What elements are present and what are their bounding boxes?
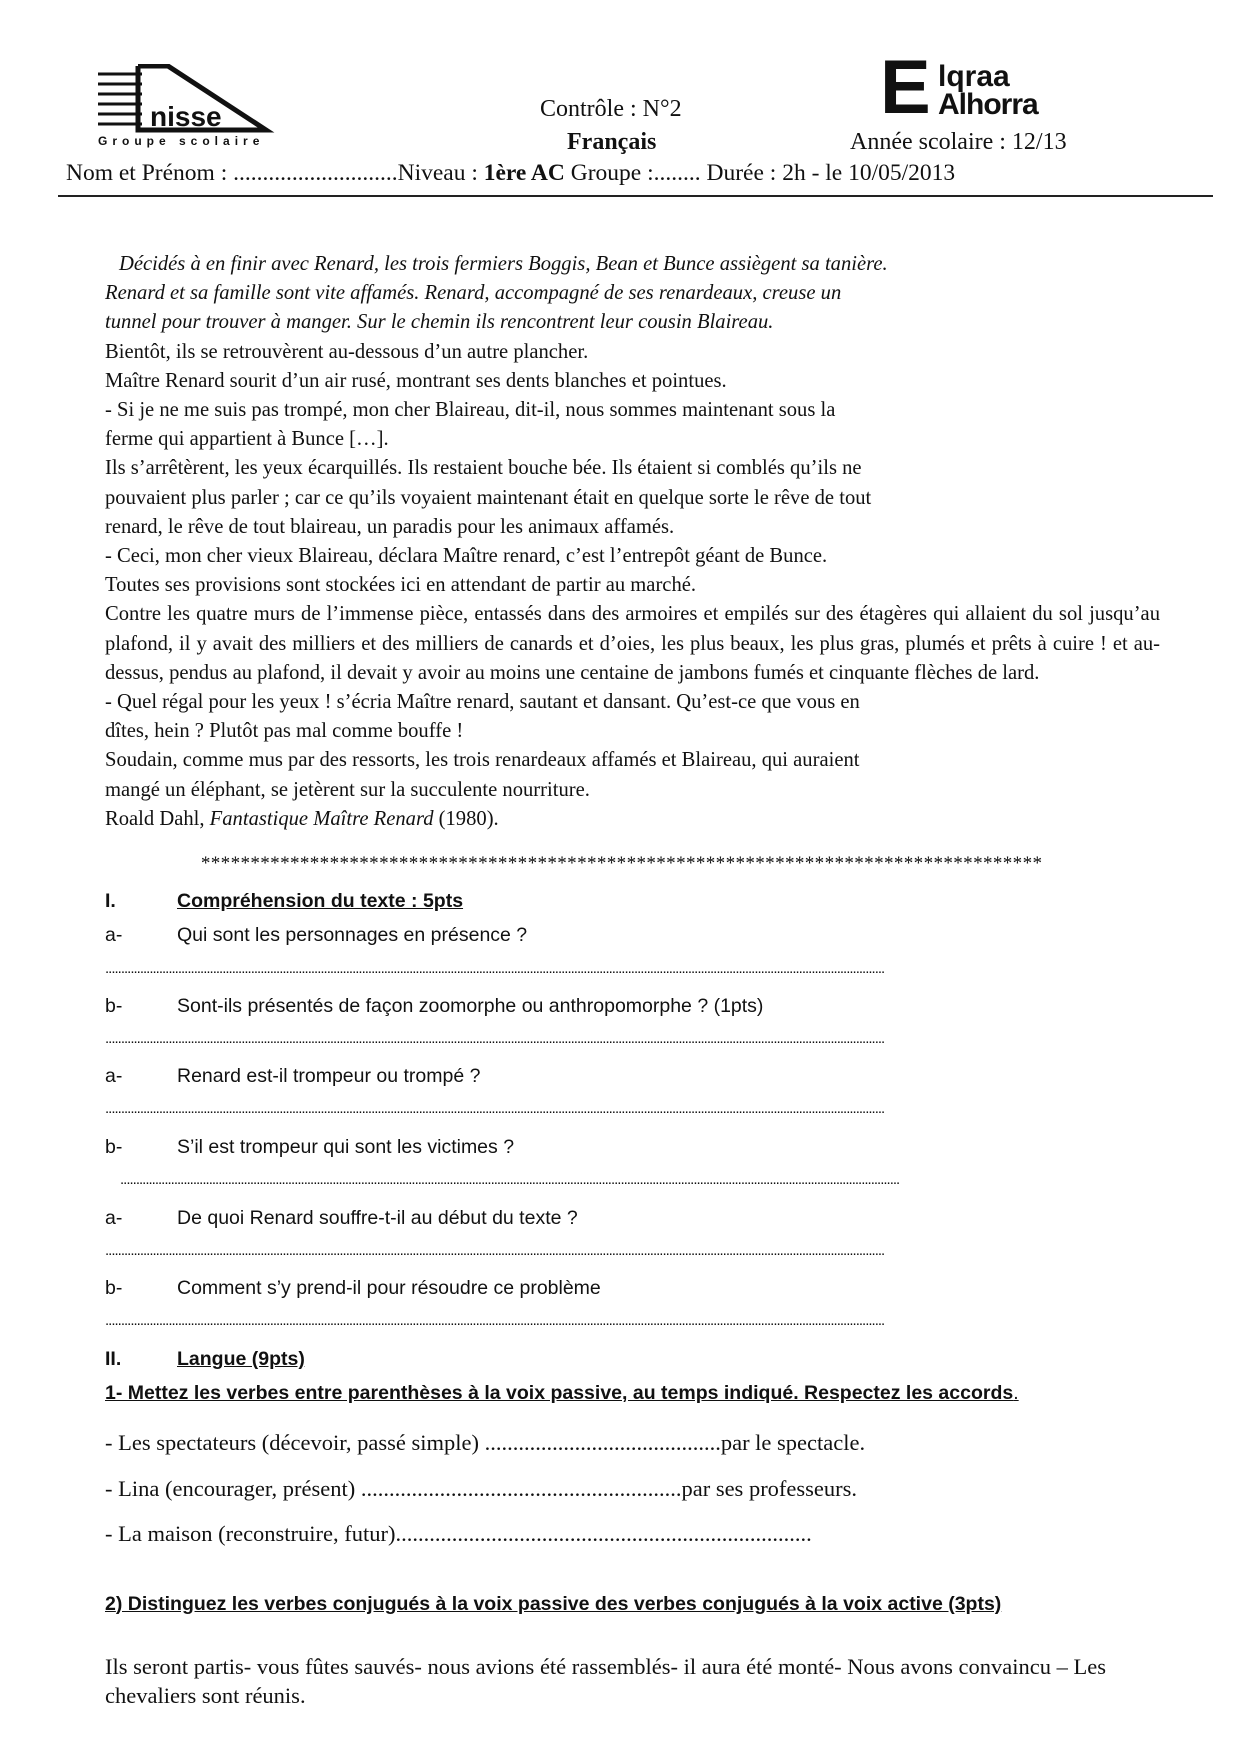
passage-line: Ils s’arrêtèrent, les yeux écarquillés. Ils restaient bouche bée. Ils étaient si comblés qu’ils ne xyxy=(105,457,862,480)
passage-line: mangé un éléphant, se jetèrent sur la succulente nourriture. xyxy=(105,778,590,801)
answer-line[interactable]: ...................................................................................................................................................................................................................................................... xyxy=(105,1100,885,1117)
exercise-1-period: . xyxy=(1013,1382,1019,1404)
answer-line[interactable]: ...................................................................................................................................................................................................................................................... xyxy=(105,960,885,977)
question-letter: a- xyxy=(105,924,123,946)
passage-line: Bientôt, ils se retrouvèrent au-dessous d’un autre plancher. xyxy=(105,340,589,363)
passage-line: pouvaient plus parler ; car ce qu’ils voyaient maintenant était en quelque sorte le rêve de tout xyxy=(105,486,872,509)
exercise-1-item[interactable]: - Lina (encourager, présent) .........................................................par ses professeurs. xyxy=(105,1476,858,1501)
question-text: De quoi Renard souffre-t-il au début du texte ? xyxy=(177,1207,578,1229)
question-text: S’il est trompeur qui sont les victimes ? xyxy=(177,1136,515,1158)
passage-line: renard, le rêve de tout blaireau, un paradis pour les animaux affamés. xyxy=(105,515,675,538)
name-field[interactable]: Nom et Prénom : ............................ xyxy=(66,160,398,186)
passage-source xyxy=(105,805,1160,834)
level-label: Niveau : xyxy=(397,160,484,186)
exercise-1-item[interactable]: - Les spectateurs (décevoir, passé simple) ..........................................par le spectacle. xyxy=(105,1430,866,1455)
reading-passage xyxy=(105,250,1160,834)
answer-line[interactable]: ...................................................................................................................................................................................................................................................... xyxy=(120,1171,900,1188)
student-info-line xyxy=(66,160,955,187)
passage-line: ferme qui appartient à Bunce […]. xyxy=(105,428,389,451)
brand-logo-bottom: Alhorra xyxy=(938,88,1038,121)
section-1-number: I. xyxy=(105,890,116,912)
passage-line: dîtes, hein ? Plutôt pas mal comme bouffe ! xyxy=(105,720,464,743)
exercise-2-instruction xyxy=(105,1593,1001,1616)
brand-logo-top: lqraa xyxy=(938,60,1010,93)
group-duration-date: Groupe :........ Durée : 2h - le 10/05/2013 xyxy=(564,160,956,186)
passage-intro-1: Décidés à en finir avec Renard, les trois fermiers Boggis, Bean et Bunce assiègent sa tanière. xyxy=(119,253,888,275)
header-divider xyxy=(58,195,1213,197)
passage-line: Toutes ses provisions sont stockées ici en attendant de partir au marché. xyxy=(105,574,697,597)
section-1-title: Compréhension du texte : 5pts xyxy=(177,890,464,912)
brand-logo-letter: E xyxy=(880,45,931,130)
source-year: (1980). xyxy=(433,807,499,830)
question-text: Renard est-il trompeur ou trompé ? xyxy=(177,1065,481,1087)
question-letter: b- xyxy=(105,1136,123,1158)
section-2-number: II. xyxy=(105,1348,122,1370)
exercise-1-item[interactable]: - La maison (reconstruire, futur).......................................................................... xyxy=(105,1521,812,1546)
question-letter: b- xyxy=(105,995,123,1017)
answer-line[interactable]: ...................................................................................................................................................................................................................................................... xyxy=(105,1242,885,1259)
passage-intro-2: Renard et sa famille sont vite affamés. Renard, accompagné de ses renardeaux, creuse un xyxy=(105,282,842,305)
passage-line: - Quel régal pour les yeux ! s’écria Maître renard, sautant et dansant. Qu’est-ce que vous en xyxy=(105,691,860,714)
question-letter: a- xyxy=(105,1207,123,1229)
answer-line[interactable]: ...................................................................................................................................................................................................................................................... xyxy=(105,1312,885,1329)
passage-line: - Ceci, mon cher vieux Blaireau, déclara Maître renard, c’est l’entrepôt géant de Bunce. xyxy=(105,545,828,568)
source-author: Roald Dahl, xyxy=(105,807,210,830)
section-2-title: Langue (9pts) xyxy=(177,1348,305,1370)
exercise-1-instruction xyxy=(105,1382,1019,1405)
exercise-2-verbs: Ils seront partis- vous fûtes sauvés- nous avions été rassemblés- il aura été monté- Nous avons convaincu – Les chevaliers sont réunis. xyxy=(105,1654,1106,1708)
question-letter: a- xyxy=(105,1065,123,1087)
school-logo xyxy=(98,64,308,156)
star-divider: ************************************************************************************* xyxy=(200,853,1042,874)
answer-line[interactable]: ...................................................................................................................................................................................................................................................... xyxy=(105,1030,885,1047)
source-book: Fantastique Maître Renard xyxy=(209,807,434,830)
passage-line: Maître Renard sourit d’un air rusé, montrant ses dents blanches et pointues. xyxy=(105,369,727,392)
school-year: Année scolaire : 12/13 xyxy=(850,129,1067,155)
exercise-1-text: 1- Mettez les verbes entre parenthèses à la voix passive, au temps indiqué. Respectez les accords xyxy=(105,1382,1014,1404)
logo-subtitle: Groupe scolaire xyxy=(98,134,265,148)
brand-logo xyxy=(880,45,1080,130)
exercise-2-number: 2 xyxy=(105,1593,116,1615)
passage-line: - Si je ne me suis pas trompé, mon cher Blaireau, dit-il, nous sommes maintenant sous la xyxy=(105,399,836,422)
passage-line: Soudain, comme mus par des ressorts, les trois renardeaux affamés et Blaireau, qui auraient xyxy=(105,749,860,772)
exercise-2-text: ) Distinguez les verbes conjugués à la voix passive des verbes conjugués à la voix active (3pts) xyxy=(115,1593,1002,1615)
question-letter: b- xyxy=(105,1277,123,1299)
passage-intro-3: tunnel pour trouver à manger. Sur le chemin ils rencontrent leur cousin Blaireau. xyxy=(105,311,774,334)
logo-name-text: nisse xyxy=(150,101,222,132)
logo-stripes-icon xyxy=(98,64,308,134)
question-text: Comment s’y prend-il pour résoudre ce problème xyxy=(177,1277,601,1299)
control-number: Contrôle : N°2 xyxy=(540,96,682,122)
question-text: Sont-ils présentés de façon zoomorphe ou anthropomorphe ? (1pts) xyxy=(177,995,764,1017)
level-value: 1ère AC xyxy=(483,160,565,186)
question-text: Qui sont les personnages en présence ? xyxy=(177,924,528,946)
subject-title: Français xyxy=(567,129,657,155)
passage-paragraph: Contre les quatre murs de l’immense pièce, entassés dans des armoires et empilés sur des étagères qui allaient du sol jusqu’au plafond, il y avait des milliers et des milliers de canards et d’oies, les plus beaux, les plus gras, plumés et prêts à cuire ! et au-dessus, pendus au plafond, il devait y avoir au moins une centaine de jambons fumés et cinquante flèches de lard. xyxy=(105,603,1160,684)
